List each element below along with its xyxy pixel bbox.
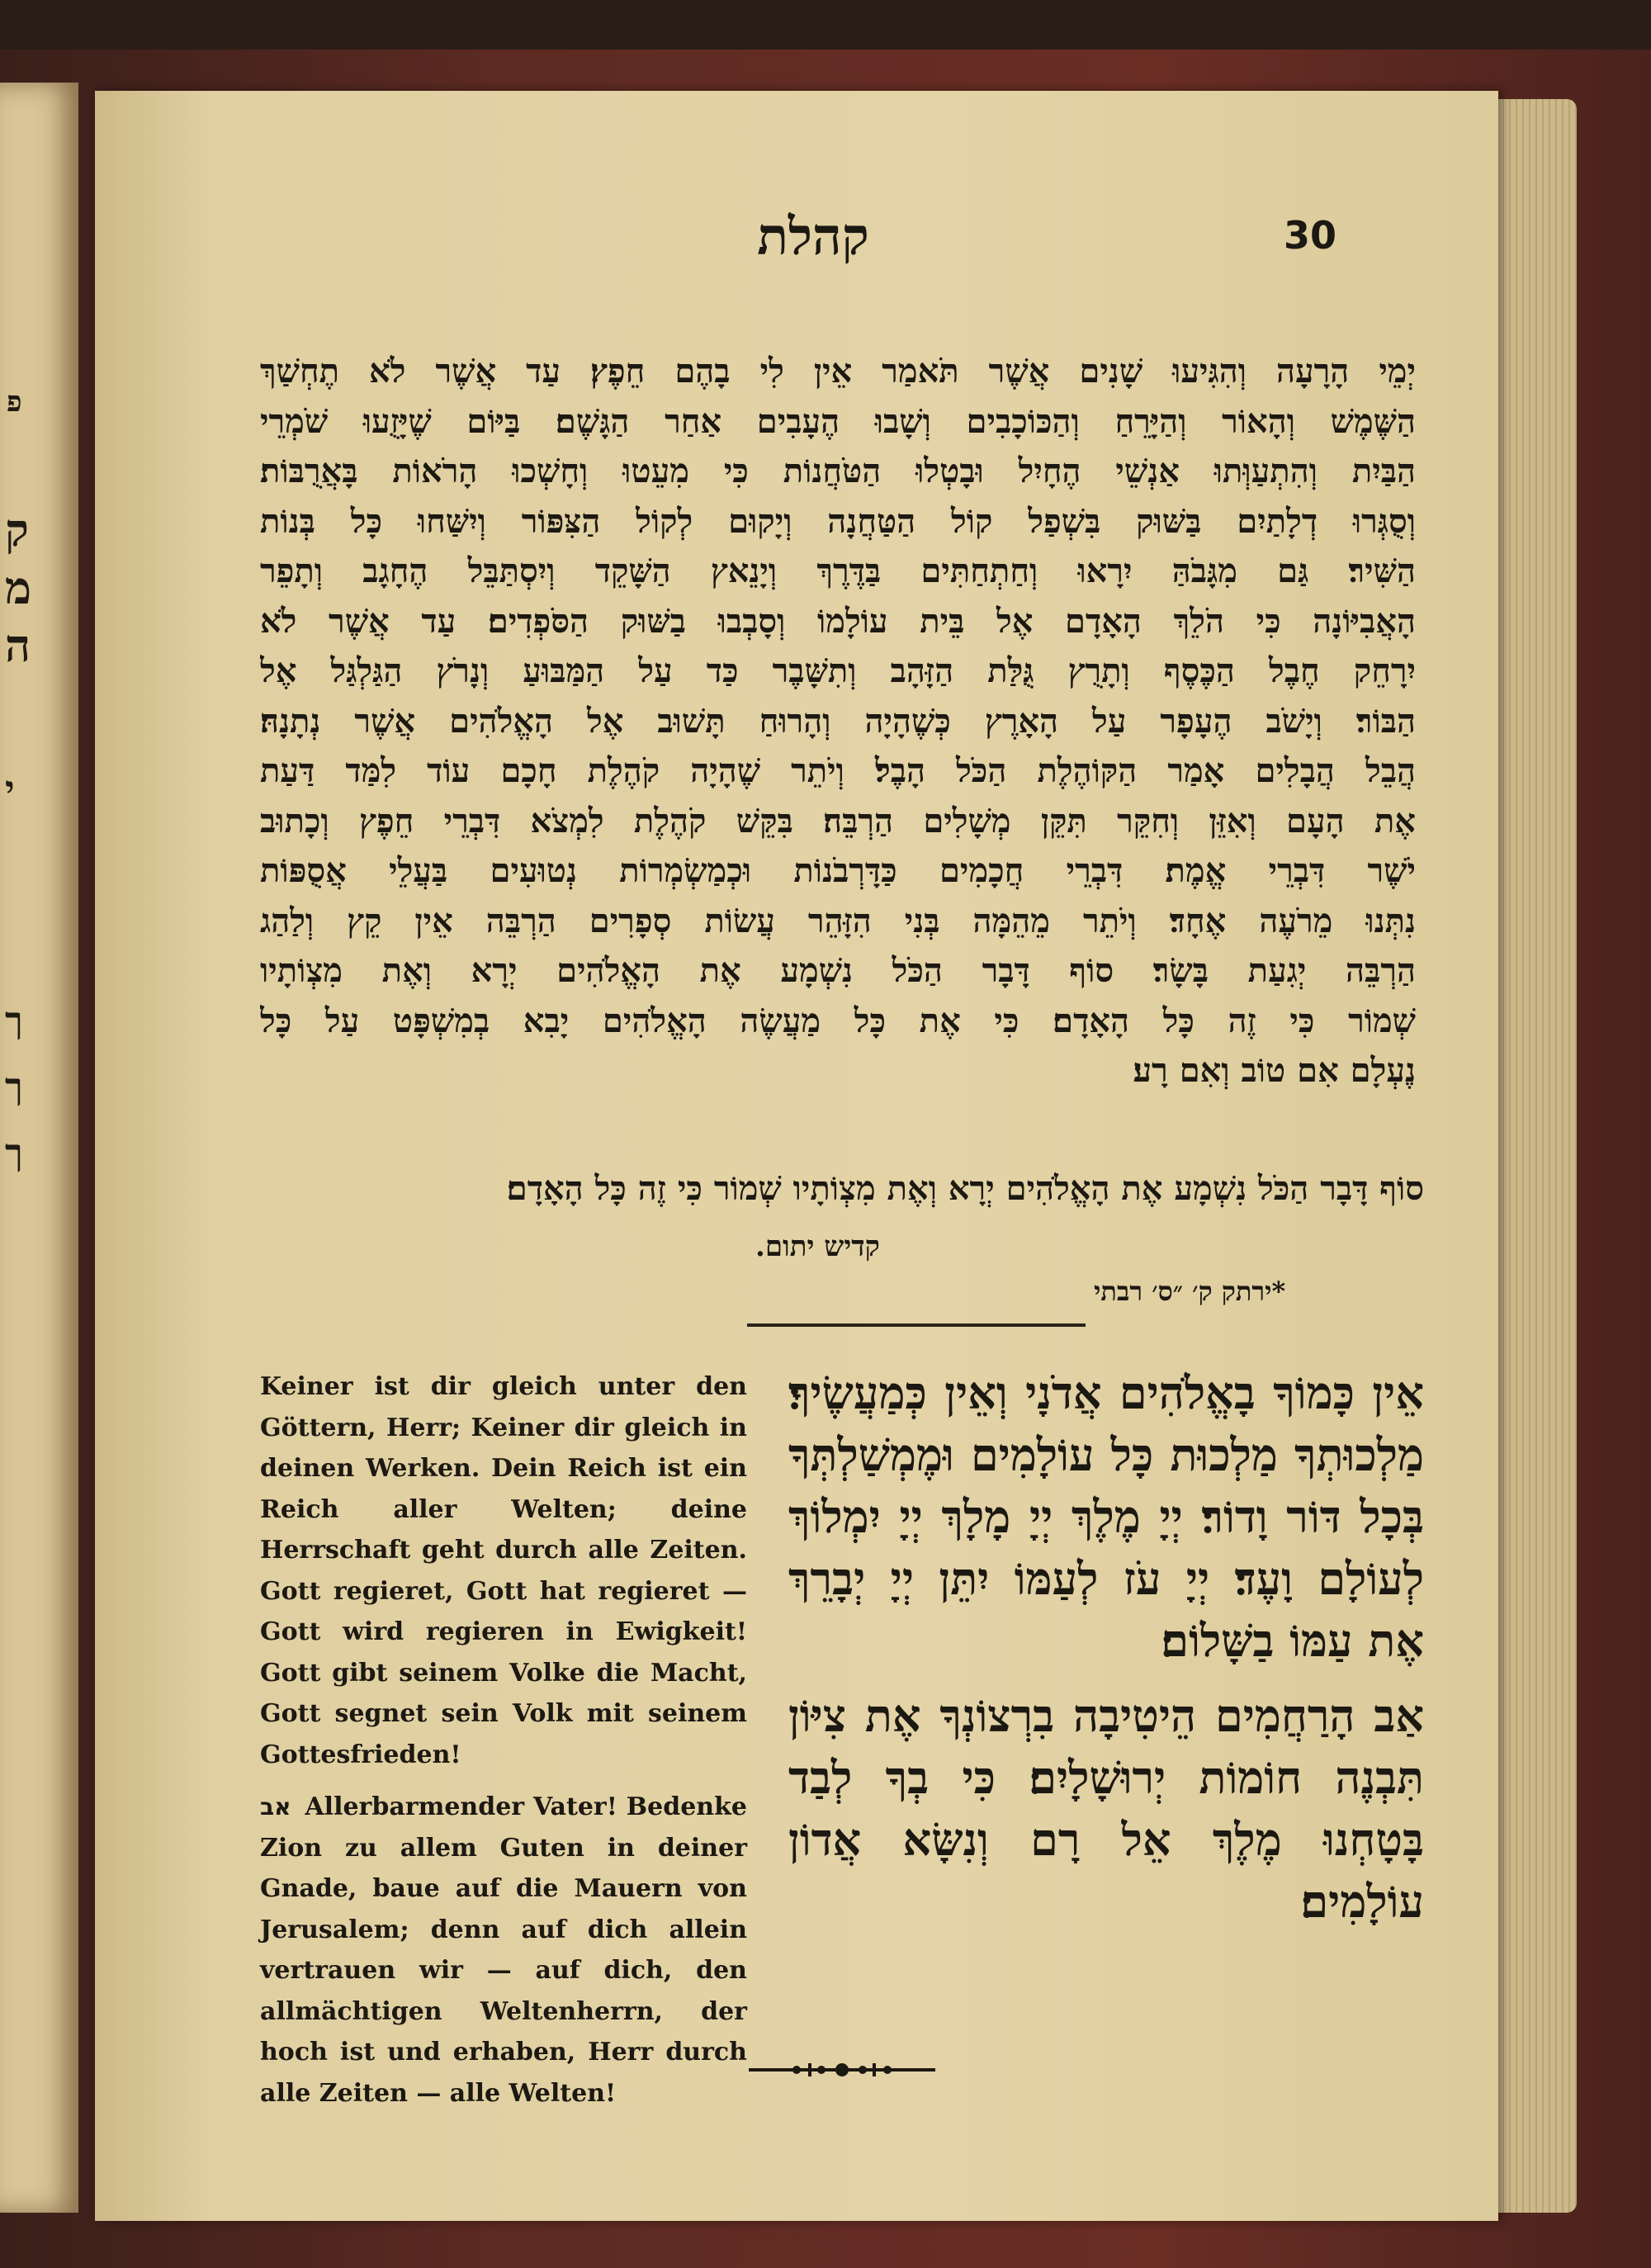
paragraph-incipit: אב	[260, 1793, 291, 1821]
closing-verse: סוֹף דָּבָר הַכֹּל נִשְׁמָע אֶת הָאֱלֹהִים יְרָא וְאֶת מִצְוֹתָיו שְׁמוֹר כִּי זֶה כָּל הָאָדָם׃	[506, 1169, 1424, 1208]
ecclesiastes-text	[260, 347, 1416, 1096]
left-page-fragment: ה	[5, 619, 31, 672]
footnote: *ירתק ק׳ ״ס׳ רבתי	[1094, 1276, 1286, 1307]
text-line: אֶת הָעָם וְאִזֵּן וְחִקֵּר תִּקֵּן מְשָׁלִים הַרְבֵּה׃ בִּקֵּשׁ קֹהֶלֶת לִמְצֹא דִּבְרֵי חֵפֶץ וְכָתוּב	[260, 801, 1416, 840]
german-paragraph	[260, 1787, 747, 2114]
text-line: הַבּוֹר׃ וְיָשֹׁב הֶעָפָר עַל הָאָרֶץ כְּשֶׁהָיָה וְהָרוּחַ תָּשׁוּב אֶל הָאֱלֹהִים אֲשֶׁר נְתָנָהּ׃	[260, 701, 1416, 741]
divider	[747, 1323, 1086, 1327]
page-title: קהלת	[757, 206, 869, 267]
german-paragraph: Keiner ist dir gleich unter den Göttern, Herr; Keiner dir gleich in deinen Werken. Dein Reich ist ein Reich aller Welten; deine Herrschaft geht durch alle Zeiten. Gott regieret, Gott hat regieret — Gott wird regieren in Ewigkeit! Gott gibt seinem Volke die Macht, Gott segnet sein Volk mit seinem Gottesfrieden!	[260, 1372, 747, 1769]
german-translation	[260, 1366, 747, 2125]
text-line: הַרְבֵּה יְגִעַת בָּשָׂר׃ סוֹף דָּבָר הַכֹּל נִשְׁמָע אֶת הָאֱלֹהִים יְרָא וְאֶת מִצְוֹתָיו	[260, 951, 1416, 990]
text-line: נִתְּנוּ מֵרֹעֶה אֶחָד׃ וְיֹתֵר מֵהֵמָּה בְּנִי הִזָּהֵר עֲשׂוֹת סְפָרִים הַרְבֵּה אֵין קֵץ וְלַהַג	[260, 901, 1416, 940]
section-heading: קדיש יתום.	[755, 1230, 880, 1263]
hebrew-paragraph: אֵין כָּמוֹךָ בָאֱלֹהִים אֲדֹנָי וְאֵין כְּמַעֲשֶׂיךָ׃ מַלְכוּתְךָ מַלְכוּת כָּל עוֹלָמִים וּמֶמְשַׁלְתְּךָ בְּכָל דּוֹר וָדוֹר׃ יְיָ מֶלֶךְ יְיָ מָלָךְ יְיָ יִמְלוֹךְ לְעוֹלָם וָעֶד׃ יְיָ עֹז לְעַמּוֹ יִתֵּן יְיָ יְבָרֵךְ אֶת עַמּוֹ בַשָּׁלוֹם׃	[788, 1366, 1424, 1667]
left-page-fragment: ך	[5, 1132, 23, 1174]
book-page	[95, 91, 1498, 2221]
left-page-fragment: פ	[7, 386, 22, 419]
text-line: יִרָחֵק חֶבֶל הַכֶּסֶף וְתָרֻץ גֻּלַּת הַזָּהָב וְתִשָּׁבֶר כַּד עַל הַמַּבּוּעַ וְנָרֹץ הַגַּלְגַּל אֶל	[260, 651, 1416, 690]
left-page-fragment: ך	[5, 1066, 23, 1108]
ornament-divider	[747, 2060, 937, 2080]
page-number: 30	[1284, 213, 1337, 258]
text-line: הָאֲבִיּוֹנָה כִּי הֹלֵךְ הָאָדָם אֶל בֵּית עוֹלָמוֹ וְסָבְבוּ בַשּׁוּק הַסֹּפְדִים׃ עַד אֲשֶׁר לֹא	[260, 601, 1416, 641]
left-page-fragment: י	[5, 769, 15, 811]
text-line: יְמֵי הָרָעָה וְהִגִּיעוּ שָׁנִים אֲשֶׁר תֹּאמַר אֵין לִי בָהֶם חֵפֶץ׃ עַד אֲשֶׁר לֹא תֶחְשַׁךְ	[260, 352, 1416, 391]
left-page-edge	[0, 83, 78, 2213]
text-line: הַבַּיִת וְהִתְעַוְּתוּ אַנְשֵׁי הֶחָיִל וּבָטְלוּ הַטֹּחֲנוֹת כִּי מִעֵטוּ וְחָשְׁכוּ הָרֹאוֹת בָּאֲרֻבּוֹת׃	[260, 452, 1416, 490]
left-page-fragment: ק	[5, 504, 29, 556]
german-paragraph-text: Allerbarmender Vater! Bedenke Zion zu allem Guten in deiner Gnade, baue auf die Mauern von Jerusalem; denn auf dich allein vertrauen wir — auf dich, den allmächtigen Weltenherrn, der hoch ist und erhaben, Herr durch alle Zeiten — alle Welten!	[260, 1792, 747, 2108]
text-line: הֲבֵל הֲבָלִים אָמַר הַקּוֹהֶלֶת הַכֹּל הָבֶל׃ וְיֹתֵר שֶׁהָיָה קֹהֶלֶת חָכָם עוֹד לִמַּד דַּעַת	[260, 751, 1416, 790]
hebrew-paragraph: אַב הָרַחֲמִים הֵיטִיבָה בִרְצוֹנְךָ אֶת צִיּוֹן תִּבְנֶה חוֹמוֹת יְרוּשָׁלָיִם׃ כִּי בְךָ לְבַד בָּטָחְנוּ מֶלֶךְ אֵל רָם וְנִשָּׂא אֲדוֹן עוֹלָמִים׃	[788, 1689, 1424, 1928]
left-page-fragment: מ	[5, 561, 32, 614]
left-page-fragment: ך	[5, 1000, 23, 1042]
text-line: יֹשֶׁר דִּבְרֵי אֱמֶת׃ דִּבְרֵי חֲכָמִים כַּדָּרְבֹנוֹת וּכְמַשְׂמְרוֹת נְטוּעִים בַּעֲלֵי אֲסֻפּוֹת	[260, 851, 1416, 890]
text-line: נֶעְלָם אִם טוֹב וְאִם רָע׃	[1133, 1051, 1416, 1090]
text-line: שְׁמוֹר כִּי זֶה כָּל הָאָדָם׃ כִּי אֶת כָּל מַעֲשֶׂה הָאֱלֹהִים יָבִא בְמִשְׁפָּט עַל כָּל	[260, 1001, 1416, 1040]
text-line: הַשִּׁיר׃ גַּם מִגָּבֹהַּ יִרָאוּ וְחַתְחַתִּים בַּדֶּרֶךְ וְיָנֵאץ הַשָּׁקֵד וְיִסְתַּבֵּל הֶחָגָב וְתָפֵר	[260, 552, 1416, 590]
text-line: וְסֻגְּרוּ דְלָתַיִם בַּשּׁוּק בִּשְׁפַל קוֹל הַטַּחֲנָה וְיָקוּם לְקוֹל הַצִּפּוֹר וְיִשַּׁחוּ כָּל בְּנוֹת	[260, 501, 1416, 541]
hebrew-prayer	[788, 1362, 1424, 1946]
text-line: הַשֶּׁמֶשׁ וְהָאוֹר וְהַיָּרֵחַ וְהַכּוֹכָבִים וְשָׁבוּ הֶעָבִים אַחַר הַגָּשֶׁם׃ בַּיּוֹם שֶׁיָּזֻעוּ שֹׁמְרֵי	[260, 401, 1416, 441]
